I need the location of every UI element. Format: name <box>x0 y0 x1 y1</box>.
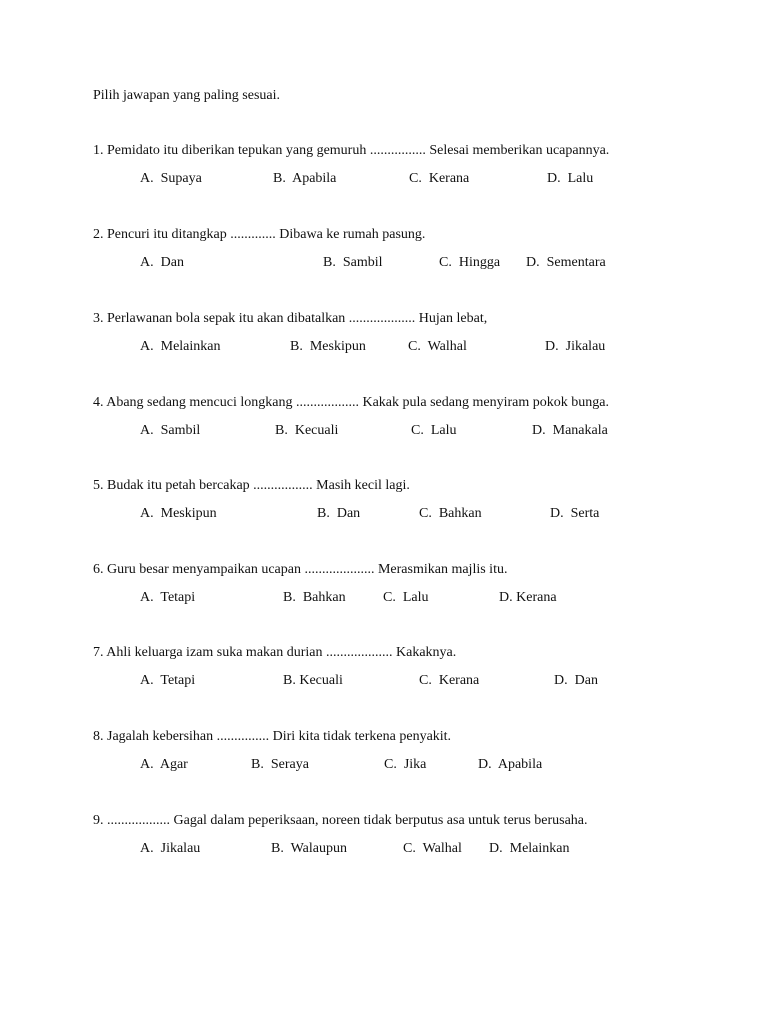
option-letter: B. <box>317 506 330 521</box>
option-d <box>547 171 593 187</box>
option-text: Jika <box>403 757 427 772</box>
option-letter: C. <box>419 506 432 521</box>
option-text: Tetapi <box>160 590 196 605</box>
option-b <box>317 506 360 522</box>
option-c <box>408 339 467 355</box>
option-letter: D. <box>554 673 568 688</box>
answer-options <box>93 171 733 191</box>
question-text: 8. Jagalah kebersihan ............... Diri kita tidak terkena penyakit. <box>93 729 452 744</box>
option-d <box>550 506 599 522</box>
option-text: Supaya <box>160 171 202 186</box>
option-a <box>140 673 195 689</box>
option-letter: C. <box>439 255 452 270</box>
option-text: Kecuali <box>299 673 343 688</box>
option-b <box>251 757 309 773</box>
option-letter: B. <box>251 757 264 772</box>
option-letter: A. <box>140 339 154 354</box>
option-letter: D. <box>532 423 546 438</box>
option-d <box>489 841 570 857</box>
option-text: Bahkan <box>302 590 346 605</box>
option-text: Meskipun <box>309 339 366 354</box>
option-b <box>283 590 346 606</box>
option-c <box>403 841 462 857</box>
option-letter: C. <box>403 841 416 856</box>
option-text: Kerana <box>516 590 557 605</box>
question-7 <box>93 645 733 695</box>
option-letter: D. <box>550 506 564 521</box>
question-9 <box>93 813 733 863</box>
option-text: Kecuali <box>294 423 339 438</box>
option-letter: C. <box>383 590 396 605</box>
option-c <box>411 423 457 439</box>
option-text: Sementara <box>546 255 606 270</box>
option-text: Lalu <box>402 590 429 605</box>
option-letter: D. <box>489 841 503 856</box>
option-c <box>409 171 469 187</box>
option-letter: D. <box>499 590 513 605</box>
option-text: Walaupun <box>290 841 348 856</box>
question-text: 3. Perlawanan bola sepak itu akan dibatalkan ................... Hujan lebat, <box>93 311 488 326</box>
instruction-text: Pilih jawapan yang paling sesuai. <box>93 88 281 103</box>
option-a <box>140 171 202 187</box>
option-text: Hingga <box>458 255 501 270</box>
option-d <box>554 673 598 689</box>
option-d <box>526 255 606 271</box>
option-b <box>323 255 383 271</box>
option-text: Lalu <box>430 423 457 438</box>
option-letter: A. <box>140 590 154 605</box>
question-text: 5. Budak itu petah bercakap ................. Masih kecil lagi. <box>93 478 410 493</box>
option-letter: C. <box>384 757 397 772</box>
option-text: Kerana <box>428 171 470 186</box>
answer-options <box>93 841 733 861</box>
answer-options <box>93 423 733 443</box>
answer-options <box>93 673 733 693</box>
option-a <box>140 255 184 271</box>
option-text: Jikalau <box>160 841 201 856</box>
option-b <box>275 423 338 439</box>
option-text: Apabila <box>292 171 337 186</box>
option-text: Tetapi <box>160 673 196 688</box>
option-text: Meskipun <box>160 506 217 521</box>
answer-options <box>93 506 733 526</box>
option-letter: D. <box>545 339 559 354</box>
option-letter: A. <box>140 423 154 438</box>
option-text: Dan <box>160 255 184 270</box>
option-text: Walhal <box>427 339 467 354</box>
option-text: Kerana <box>438 673 480 688</box>
question-2 <box>93 227 733 277</box>
question-1 <box>93 143 733 193</box>
option-d <box>499 590 557 606</box>
answer-options <box>93 757 733 777</box>
option-text: Jikalau <box>565 339 606 354</box>
option-text: Dan <box>336 506 361 521</box>
question-text: 7. Ahli keluarga izam suka makan durian ................... Kakaknya. <box>93 645 457 660</box>
question-6 <box>93 562 733 612</box>
question-8 <box>93 729 733 779</box>
option-text: Agar <box>159 757 188 772</box>
question-text: 9. .................. Gagal dalam peperiksaan, noreen tidak berputus asa untuk terus berusaha. <box>93 813 588 828</box>
option-letter: A. <box>140 757 154 772</box>
option-b <box>283 673 343 689</box>
option-letter: C. <box>408 339 421 354</box>
option-letter: A. <box>140 673 154 688</box>
option-letter: B. <box>271 841 284 856</box>
option-letter: A. <box>140 171 154 186</box>
option-letter: C. <box>409 171 422 186</box>
option-d <box>545 339 605 355</box>
option-letter: D. <box>478 757 492 772</box>
option-letter: C. <box>419 673 432 688</box>
option-a <box>140 423 200 439</box>
option-text: Sambil <box>342 255 383 270</box>
option-letter: B. <box>275 423 288 438</box>
question-text: 2. Pencuri itu ditangkap ............. Dibawa ke rumah pasung. <box>93 227 426 242</box>
question-4 <box>93 395 733 445</box>
option-text: Melainkan <box>160 339 221 354</box>
question-text: 4. Abang sedang mencuci longkang .................. Kakak pula sedang menyiram pokok bunga. <box>93 395 609 410</box>
question-text: 1. Pemidato itu diberikan tepukan yang gemuruh ................ Selesai memberikan ucapannya. <box>93 143 610 158</box>
question-3 <box>93 311 733 361</box>
option-text: Manakala <box>552 423 608 438</box>
option-text: Bahkan <box>438 506 482 521</box>
option-text: Sambil <box>160 423 201 438</box>
option-a <box>140 841 200 857</box>
option-letter: B. <box>283 673 296 688</box>
option-c <box>439 255 500 271</box>
answer-options <box>93 339 733 359</box>
option-c <box>384 757 426 773</box>
option-d <box>478 757 542 773</box>
option-b <box>273 171 336 187</box>
option-a <box>140 590 195 606</box>
option-letter: B. <box>323 255 336 270</box>
option-letter: B. <box>273 171 286 186</box>
option-text: Dan <box>574 673 598 688</box>
option-a <box>140 339 221 355</box>
option-b <box>271 841 347 857</box>
option-letter: A. <box>140 255 154 270</box>
option-text: Lalu <box>567 171 594 186</box>
option-letter: B. <box>283 590 296 605</box>
option-letter: C. <box>411 423 424 438</box>
option-b <box>290 339 366 355</box>
option-text: Melainkan <box>509 841 570 856</box>
option-letter: D. <box>526 255 540 270</box>
answer-options <box>93 590 733 610</box>
option-a <box>140 757 188 773</box>
option-c <box>419 506 482 522</box>
question-5 <box>93 478 733 528</box>
option-text: Seraya <box>270 757 309 772</box>
option-letter: A. <box>140 841 154 856</box>
answer-options <box>93 255 733 275</box>
option-c <box>383 590 429 606</box>
option-d <box>532 423 608 439</box>
option-letter: D. <box>547 171 561 186</box>
option-letter: B. <box>290 339 303 354</box>
option-c <box>419 673 479 689</box>
option-text: Walhal <box>422 841 462 856</box>
question-text: 6. Guru besar menyampaikan ucapan .................... Merasmikan majlis itu. <box>93 562 508 577</box>
option-text: Serta <box>570 506 600 521</box>
option-a <box>140 506 217 522</box>
option-text: Apabila <box>497 757 543 772</box>
option-letter: A. <box>140 506 154 521</box>
